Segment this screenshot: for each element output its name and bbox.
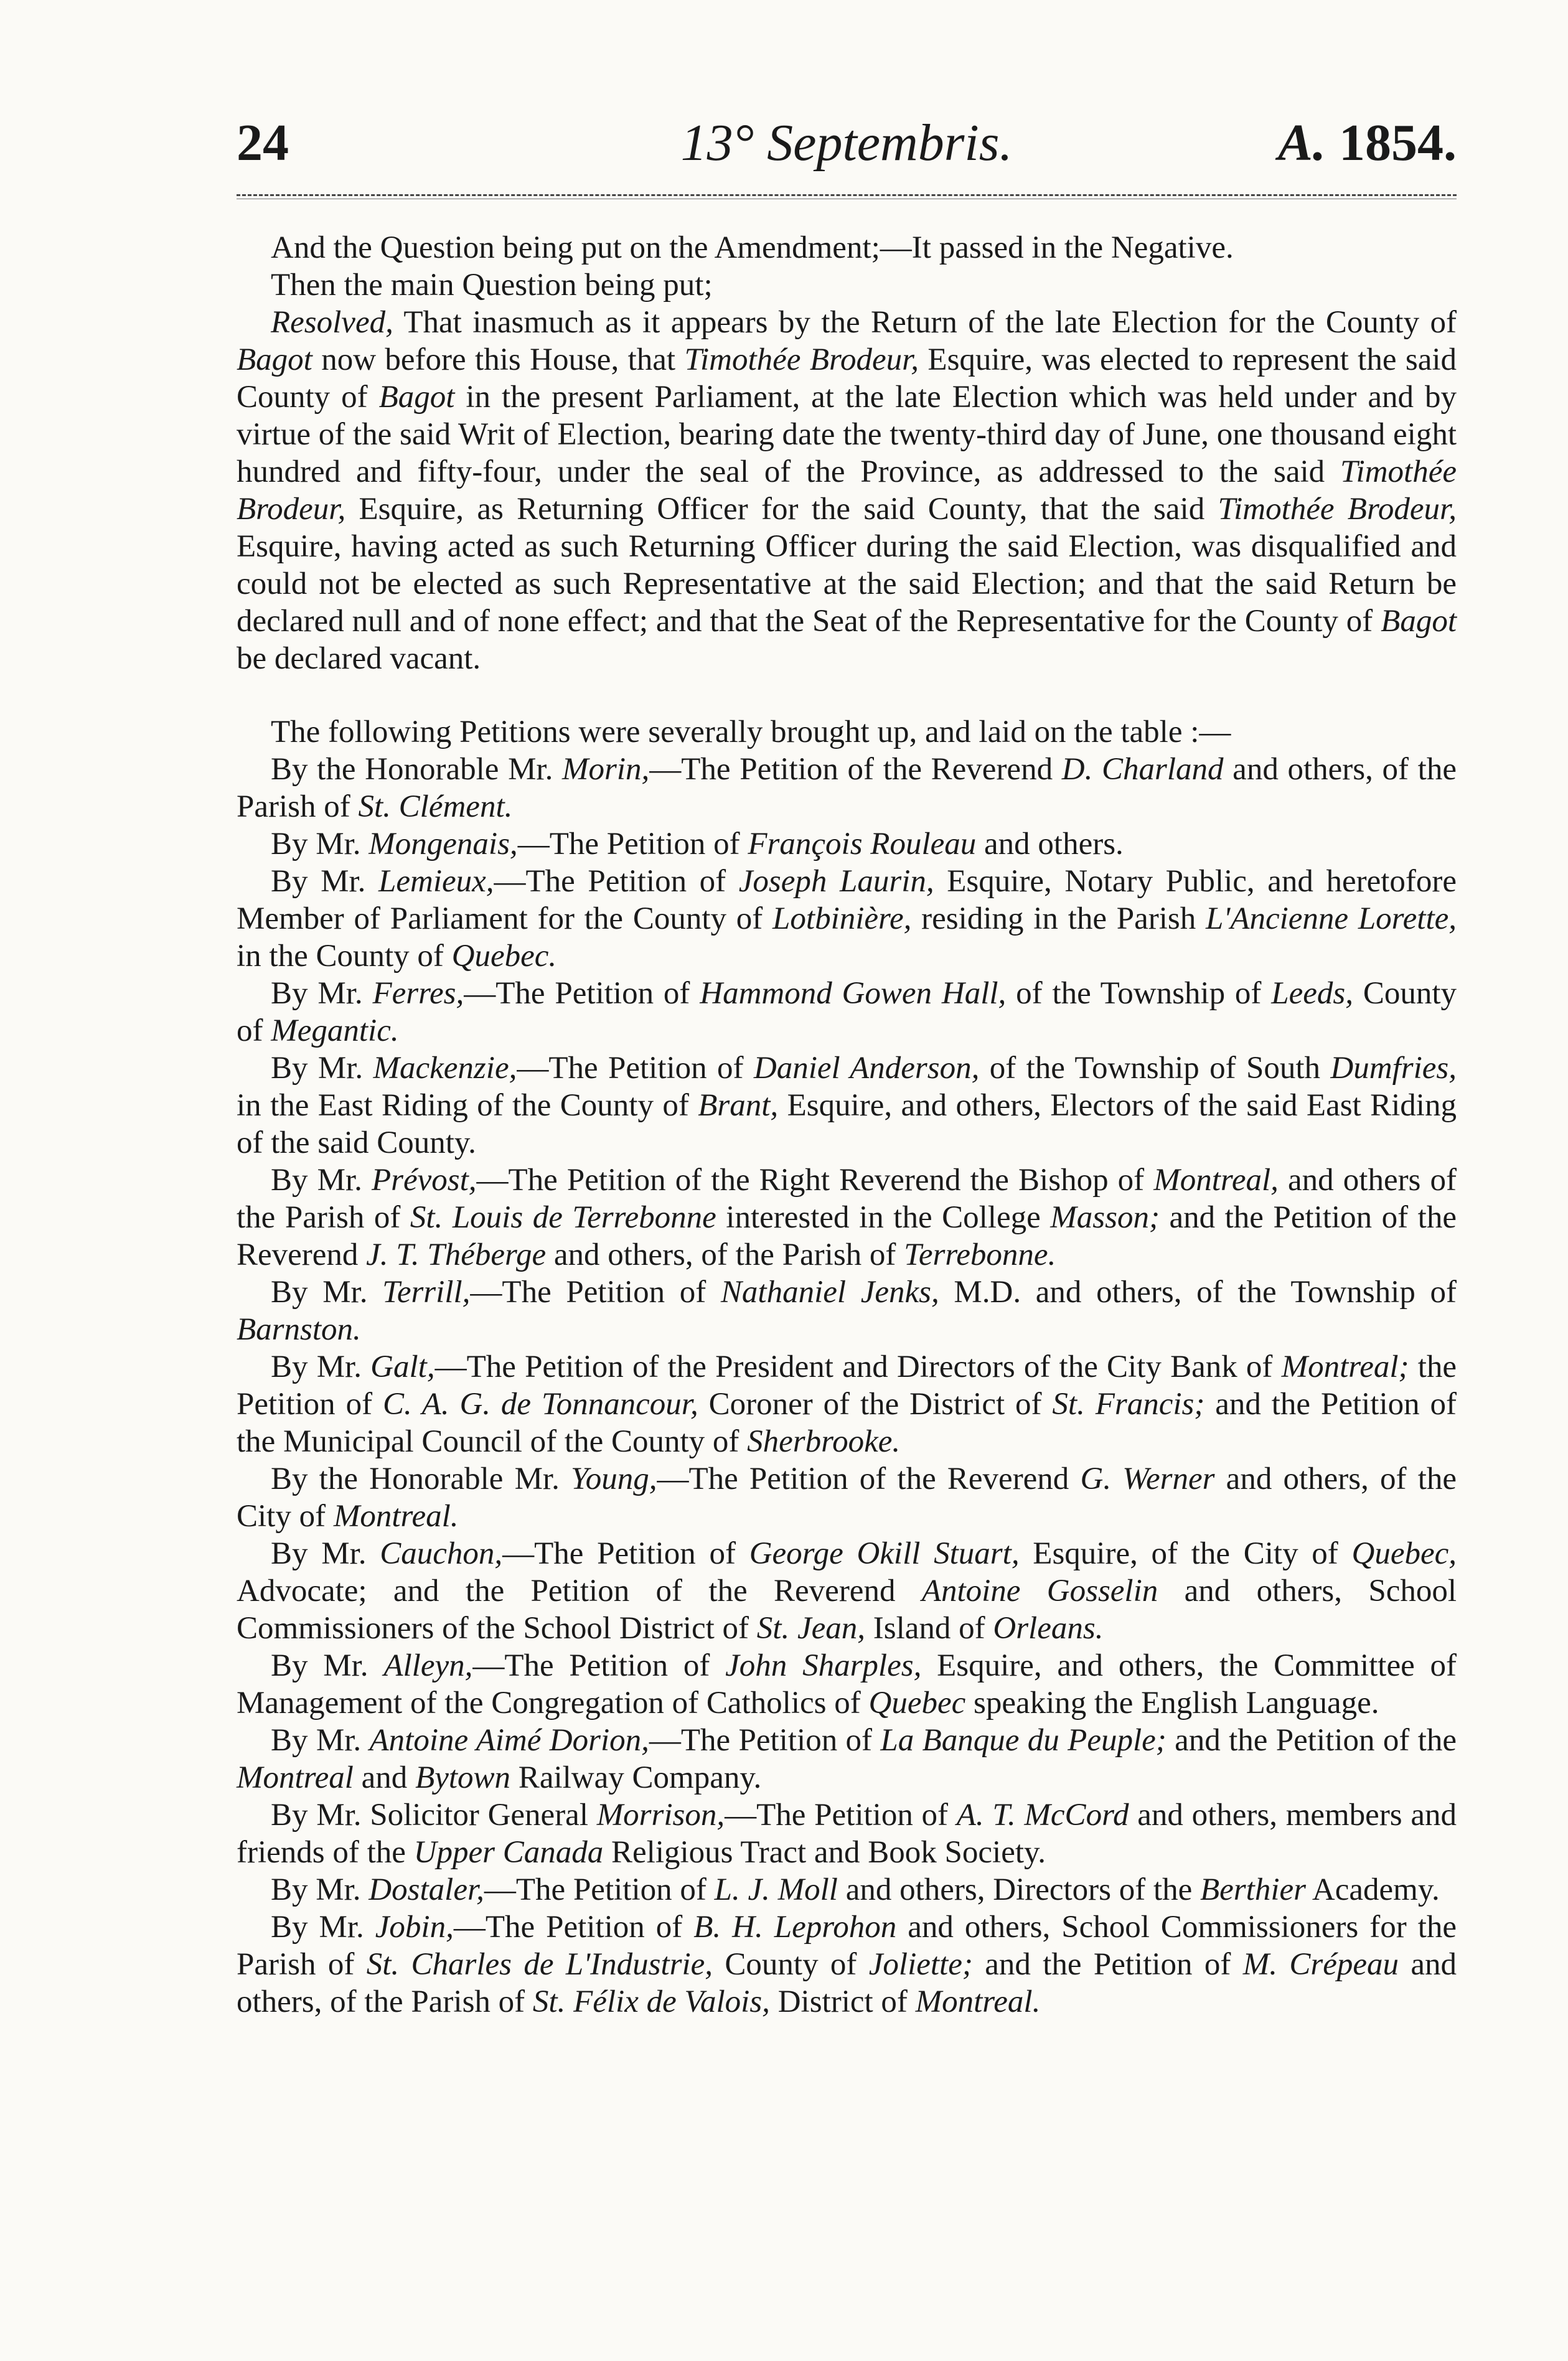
italic-name: George Okill Stuart,	[749, 1536, 1020, 1571]
text-run: Esquire, Notary Public, and heretofore Member of Parliament for the County of	[237, 864, 1457, 936]
italic-name: Dumfries,	[1330, 1051, 1457, 1086]
text-run: That inasmuch as it appears by the Return of the late Election for the County of	[393, 305, 1457, 340]
place-name: Bagot	[378, 380, 455, 415]
italic-name: Sherbrooke.	[747, 1424, 901, 1459]
text-run: and the Petition of the	[1166, 1723, 1457, 1758]
italic-name: Terrebonne.	[904, 1237, 1056, 1272]
italic-name: Young,	[571, 1462, 657, 1496]
petition-entry	[237, 1348, 1457, 1460]
italic-name: G. Werner	[1080, 1462, 1215, 1496]
italic-name: St. Charles de L'Industrie,	[366, 1947, 713, 1982]
italic-name: La Banque du Peuple;	[880, 1723, 1167, 1758]
text-run: —The Petition of	[517, 827, 748, 861]
text-run: of the Township of South	[979, 1051, 1331, 1086]
header-date: 13° Septembris.	[680, 114, 1013, 172]
italic-name: Mackenzie,	[373, 1051, 517, 1086]
italic-name: Alleyn,	[383, 1648, 473, 1683]
text-run: Esquire, having acted as such Returning Officer during the said Election, was disqualified and could not be elected as such Representative at the said Election; and that the said Return be declared null and of none effect; and that the Seat of the Representative for the County of	[237, 529, 1457, 639]
text-run: —The Petition of	[484, 1872, 715, 1907]
italic-name: St. Clément.	[358, 789, 513, 824]
text-run: and others, of the Parish of	[546, 1237, 904, 1272]
text-run: —The Petition of	[470, 1275, 721, 1310]
text-run: —The Petition of	[494, 864, 739, 899]
text-run: By Mr.	[271, 1163, 372, 1198]
place-name: Bagot	[1381, 604, 1457, 639]
petition-entry	[237, 1460, 1457, 1535]
header-year	[1278, 106, 1457, 181]
italic-name: Morin,	[562, 752, 650, 787]
italic-name: Prévost,	[371, 1163, 477, 1198]
text-run: By Mr.	[271, 1723, 370, 1758]
italic-name: Mongenais,	[369, 827, 518, 861]
italic-name: Quebec.	[451, 939, 557, 974]
italic-name: Montreal.	[915, 1984, 1041, 2019]
italic-name: Galt,	[370, 1349, 435, 1384]
text-run: County of	[713, 1947, 869, 1982]
italic-name: Hammond Gowen Hall,	[700, 976, 1007, 1011]
text-run: —The Petition of	[464, 976, 700, 1011]
italic-name: St. Jean,	[756, 1611, 865, 1646]
text-run: —The Petition of the Reverend	[649, 752, 1062, 787]
text-run: in the East Riding of the County of	[237, 1088, 698, 1123]
italic-name: L'Ancienne Lorette,	[1206, 901, 1457, 936]
text-run: By Mr.	[271, 1872, 369, 1907]
text-run: and	[353, 1760, 416, 1795]
text-run: —The Petition of	[453, 1910, 694, 1945]
text-run: —The Petition of the Right Reverend the Bishop of	[476, 1163, 1154, 1198]
text-run: be declared vacant.	[237, 641, 481, 676]
text-run: interested in the College	[716, 1200, 1051, 1235]
italic-name: St. Félix de Valois,	[532, 1984, 770, 2019]
text-run: of the Township of	[1006, 976, 1272, 1011]
italic-name: Quebec	[868, 1686, 966, 1720]
text-run: and others, of the Parish of	[237, 1947, 1457, 2019]
italic-name: Masson;	[1050, 1200, 1160, 1235]
text-run: —The Petition of	[517, 1051, 754, 1086]
italic-name: C. A. G. de Tonnancour,	[382, 1387, 698, 1422]
text-run: —The Petition of	[725, 1798, 957, 1833]
main-question: Then the main Question being put;	[271, 268, 713, 303]
italic-name: Antoine Gosselin	[921, 1574, 1158, 1608]
italic-name: Bytown	[415, 1760, 511, 1795]
italic-name: Leeds,	[1271, 976, 1353, 1011]
text-run: Railway Company.	[510, 1760, 762, 1795]
italic-name: Dostaler,	[369, 1872, 484, 1907]
italic-name: John Sharples,	[725, 1648, 922, 1683]
person-name: Timothée Brodeur,	[1218, 492, 1457, 527]
petition-entry	[237, 1722, 1457, 1796]
resolution-paragraph	[237, 304, 1457, 677]
italic-name: D. Charland	[1061, 752, 1224, 787]
text-run: By Mr.	[271, 1910, 375, 1945]
text-run: Esquire, and others, the Committee of Management of the Congregation of Catholics of	[237, 1648, 1457, 1720]
text-run: Esquire, of the City of	[1019, 1536, 1352, 1571]
italic-name: Lotbinière,	[772, 901, 912, 936]
text-run: speaking the English Language.	[965, 1686, 1379, 1720]
petition-list	[237, 751, 1457, 2021]
italic-name: Montreal;	[1281, 1349, 1409, 1384]
person-name: Timothée Brodeur,	[684, 342, 919, 377]
italic-name: L. J. Moll	[714, 1872, 838, 1907]
petition-entry	[237, 1162, 1457, 1274]
italic-name: Lemieux,	[378, 864, 494, 899]
italic-name: Joseph Laurin,	[738, 864, 934, 899]
petition-entry	[237, 1535, 1457, 1647]
text-run: and the Petition of the Municipal Council of the County of	[237, 1387, 1457, 1459]
petition-entry	[237, 1049, 1457, 1162]
petition-entry	[237, 825, 1457, 863]
italic-name: Montreal	[237, 1760, 354, 1795]
text-run: By Mr.	[271, 827, 369, 861]
italic-name: B. H. Leprohon	[693, 1910, 897, 1945]
italic-name: Morrison,	[596, 1798, 725, 1833]
person-name: Timothée Brodeur,	[237, 454, 1457, 527]
text-run: By Mr.	[271, 1648, 384, 1683]
italic-name: Joliette;	[868, 1947, 973, 1982]
petition-entry	[237, 1647, 1457, 1722]
text-run: By Mr.	[271, 1349, 371, 1384]
petition-entry	[237, 1274, 1457, 1348]
text-run: M.D. and others, of the Township of	[939, 1275, 1457, 1310]
text-run: and others, of the City of	[237, 1462, 1457, 1534]
text-run: and the Petition of	[972, 1947, 1243, 1982]
italic-name: Antoine Aimé Dorion,	[369, 1723, 649, 1758]
italic-name: Terrill,	[382, 1275, 471, 1310]
place-name: Bagot	[237, 342, 312, 377]
text-run: Esquire, was elected to represent the said County of	[237, 342, 1457, 415]
text-run: By the Honorable Mr.	[271, 752, 562, 787]
year-value: 1854.	[1339, 114, 1457, 172]
italic-name: Montreal.	[333, 1499, 459, 1534]
italic-name: St. Louis de Terrebonne	[410, 1200, 716, 1235]
text-run: and the Petition of the Reverend	[237, 1200, 1457, 1272]
italic-name: Nathaniel Jenks,	[720, 1275, 939, 1310]
journal-body	[237, 229, 1457, 2021]
text-run: now before this House, that	[312, 342, 685, 377]
italic-name: Berthier	[1200, 1872, 1306, 1907]
italic-name: Quebec,	[1351, 1536, 1457, 1571]
paragraph-gap	[237, 677, 1457, 713]
petition-entry	[237, 751, 1457, 825]
italic-name: Ferres,	[372, 976, 464, 1011]
text-run: By Mr.	[271, 864, 378, 899]
text-run: and others.	[976, 827, 1124, 861]
text-run: County of	[237, 976, 1457, 1048]
petition-entry	[237, 1908, 1457, 2021]
italic-name: A. T. McCord	[956, 1798, 1129, 1833]
petition-entry	[237, 1796, 1457, 1871]
text-run: —The Petition of the President and Directors of the City Bank of	[434, 1349, 1282, 1384]
text-run: By Mr.	[271, 1051, 373, 1086]
italic-name: Daniel Anderson,	[753, 1051, 980, 1086]
italic-name: François Rouleau	[748, 827, 977, 861]
text-run: and others of the Parish of	[237, 1163, 1457, 1235]
text-run: and others, Directors of the	[837, 1872, 1201, 1907]
year-prefix: A.	[1277, 114, 1326, 172]
text-run: and others, of the Parish of	[237, 752, 1457, 824]
italic-name: Orleans.	[993, 1611, 1104, 1646]
text-run: —The Petition of	[502, 1536, 749, 1571]
text-run: and others, School Commissioners of the School District of	[237, 1574, 1457, 1646]
petition-entry	[237, 1871, 1457, 1908]
text-run: Advocate; and the Petition of the Reverend	[237, 1574, 922, 1608]
italic-name: Upper Canada	[413, 1835, 604, 1870]
italic-name: M. Crépeau	[1242, 1947, 1399, 1982]
header-rule	[237, 194, 1457, 199]
text-run: By Mr.	[271, 976, 373, 1011]
italic-name: Cauchon,	[380, 1536, 503, 1571]
text-run: By the Honorable Mr.	[271, 1462, 571, 1496]
italic-name: St. Francis;	[1052, 1387, 1205, 1422]
petitions-intro: The following Petitions were severally brought up, and laid on the table :—	[271, 715, 1231, 749]
italic-name: Megantic.	[271, 1013, 399, 1048]
page-number: 24	[237, 114, 289, 172]
text-run: —The Petition of	[472, 1648, 726, 1683]
text-run: in the present Parliament, at the late Election which was held under and by virtue of the said Writ of Election, bearing date the twenty-third day of June, one thousand eight hundred and fifty-four, under the seal of the Province, as addressed to the said	[237, 380, 1457, 489]
text-run: Esquire, and others, Electors of the said East Riding of the said County.	[237, 1088, 1457, 1160]
text-run: the Petition of	[237, 1349, 1457, 1422]
text-run: By Mr. Solicitor General	[271, 1798, 597, 1833]
italic-name: Montreal,	[1153, 1163, 1279, 1198]
journal-page	[237, 106, 1457, 2021]
text-run: Academy.	[1305, 1872, 1440, 1907]
text-run: By Mr.	[271, 1536, 380, 1571]
text-run: —The Petition of the Reverend	[657, 1462, 1081, 1496]
text-run: Coroner of the District of	[698, 1387, 1053, 1422]
italic-name: Jobin,	[375, 1910, 454, 1945]
resolved-label: Resolved,	[271, 305, 393, 340]
italic-name: J. T. Théberge	[366, 1237, 547, 1272]
petition-entry	[237, 975, 1457, 1049]
amendment-question: And the Question being put on the Amendment;—It passed in the Negative.	[271, 230, 1234, 265]
text-run: in the County of	[237, 939, 452, 974]
text-run: and others, members and friends of the	[237, 1798, 1457, 1870]
text-run: Esquire, as Returning Officer for the said County, that the said	[345, 492, 1218, 527]
text-run: District of	[769, 1984, 916, 2019]
text-run: —The Petition of	[649, 1723, 881, 1758]
italic-name: Barnston.	[237, 1312, 361, 1347]
text-run: Island of	[865, 1611, 993, 1646]
text-run: By Mr.	[271, 1275, 383, 1310]
text-run: Religious Tract and Book Society.	[603, 1835, 1046, 1870]
running-header	[237, 106, 1457, 181]
petition-entry	[237, 863, 1457, 975]
italic-name: Brant,	[698, 1088, 779, 1123]
text-run: residing in the Parish	[911, 901, 1206, 936]
text-run: and others, School Commissioners for the Parish of	[237, 1910, 1457, 1982]
